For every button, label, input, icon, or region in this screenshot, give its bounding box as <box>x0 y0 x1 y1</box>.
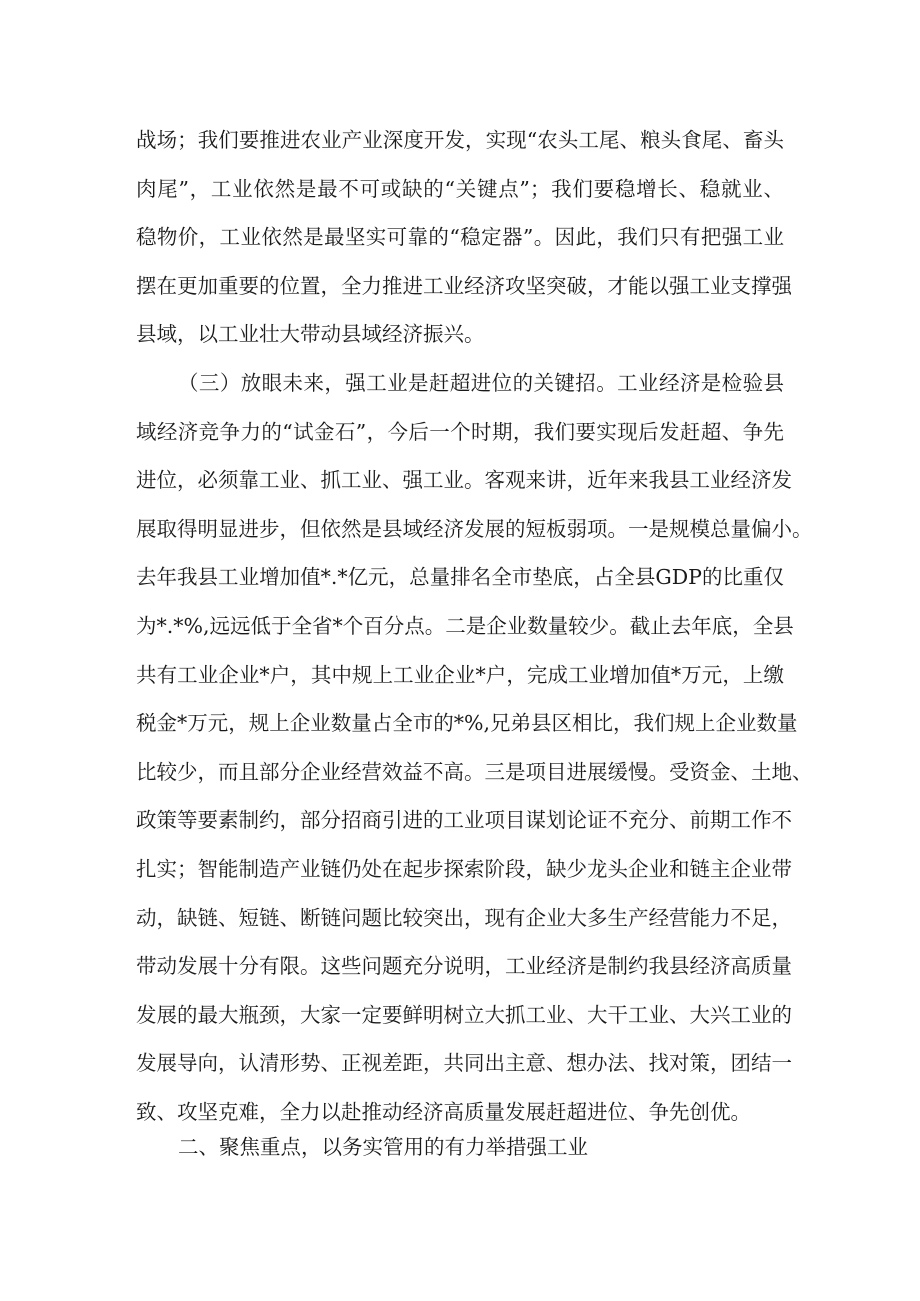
text-line: 展取得明显进步，但依然是县域经济发展的短板弱项。一是规模总量偏小。 <box>136 516 813 541</box>
text-line: 发展导向，认清形势、正视差距，共同出主意、想办法、找对策，团结一 <box>136 1051 792 1076</box>
text-line: 动，缺链、短链、断链问题比较突出，现有企业大多生产经营能力不足， <box>136 905 792 930</box>
text-line: 发展的最大瓶颈，大家一定要鲜明树立大抓工业、大干工业、大兴工业的 <box>136 1002 792 1027</box>
text-line: 扎实；智能制造产业链仍处在起步探索阶段，缺少龙头企业和链主企业带 <box>136 856 792 881</box>
text-line: 战场；我们要推进农业产业深度开发，实现“农头工尾、粮头食尾、畜头 <box>136 128 784 152</box>
text-line: 进位，必须靠工业、抓工业、强工业。客观来讲，近年来我县工业经济发 <box>136 468 792 493</box>
text-line: 共有工业企业*户，其中规上工业企业*户，完成工业增加值*万元，上缴 <box>136 662 784 687</box>
text-line: 政策等要素制约，部分招商引进的工业项目谋划论证不充分、前期工作不 <box>136 808 792 833</box>
text-line: 稳物价，工业依然是最坚实可靠的“稳定器”。因此，我们只有把强工业 <box>136 225 784 250</box>
text-line: 县域，以工业壮大带动县域经济振兴。 <box>136 322 485 347</box>
text-line: 致、攻坚克难，全力以赴推动经济高质量发展赶超进位、争先创优。 <box>136 1099 751 1124</box>
text-line: 摆在更加重要的位置，全力推进工业经济攻坚突破，才能以强工业支撑强 <box>136 273 792 298</box>
paragraph-2 <box>136 359 813 1137</box>
text-line: 税金*万元，规上企业数量占全市的*%,兄弟县区相比，我们规上企业数量 <box>136 711 798 736</box>
text-line: 带动发展十分有限。这些问题充分说明，工业经济是制约我县经济高质量 <box>136 954 792 979</box>
paragraph-1 <box>136 116 792 359</box>
section-heading: 二、聚焦重点，以务实管用的有力举措强工业 <box>178 1135 588 1159</box>
text-line: （三）放眼未来，强工业是赶超进位的关键招。工业经济是检验县 <box>178 370 784 395</box>
text-line: 域经济竞争力的“试金石”，今后一个时期，我们要实现后发赶超、争先 <box>136 419 784 444</box>
text-line: 肉尾”，工业依然是最不可或缺的“关键点”；我们要稳增长、稳就业、 <box>136 176 784 201</box>
text-line: 去年我县工业增加值*.*亿元，总量排名全市垫底，占全县GDP的比重仅 <box>136 565 784 590</box>
document-body <box>136 116 813 1136</box>
text-line: 比较少，而且部分企业经营效益不高。三是项目进展缓慢。受资金、土地、 <box>136 759 813 784</box>
text-line: 为*.*%,远远低于全省*个百分点。二是企业数量较少。截止去年底，全县 <box>136 613 794 638</box>
